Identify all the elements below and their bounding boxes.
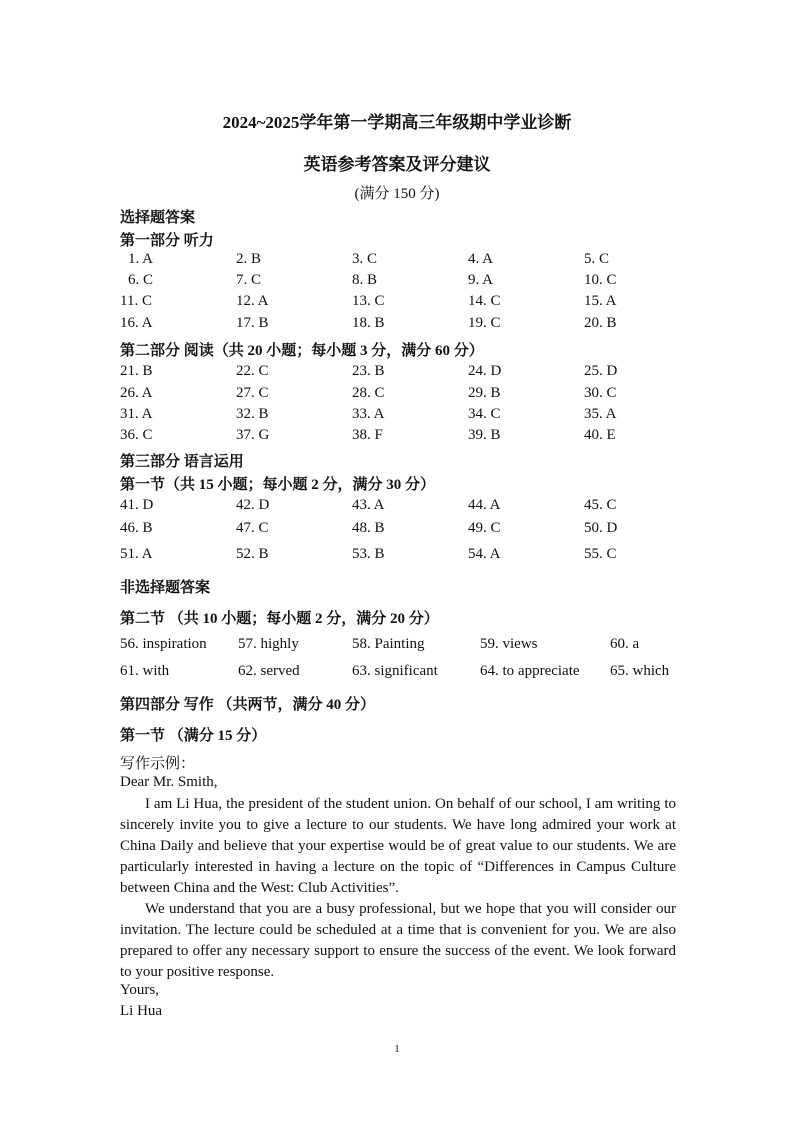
answer-cell: 39. B <box>468 427 501 443</box>
answer-cell: 54. A <box>468 546 501 562</box>
answer-cell: 50. D <box>584 520 618 536</box>
answer-cell: 8. B <box>352 272 378 288</box>
answer-cell: 20. B <box>584 315 617 331</box>
answer-cell: 64. to appreciate <box>480 663 580 679</box>
answer-cell: 41. D <box>120 497 154 513</box>
answer-cell: 33. A <box>352 406 385 422</box>
answer-cell: 37. G <box>236 427 270 443</box>
part3-section1-heading: 第一节（共 15 小题；每小题 2 分，满分 30 分） <box>120 477 436 493</box>
answer-cell: 9. A <box>468 272 494 288</box>
answer-cell: 22. C <box>236 363 269 379</box>
answer-cell: 29. B <box>468 385 501 401</box>
answer-row <box>120 293 680 313</box>
answer-cell: 6. C <box>128 272 154 288</box>
answer-cell: 59. views <box>480 636 538 652</box>
answer-row <box>120 427 680 447</box>
answer-cell: 7. C <box>236 272 262 288</box>
answer-cell: 25. D <box>584 363 618 379</box>
answer-cell: 14. C <box>468 293 501 309</box>
answer-cell: 21. B <box>120 363 153 379</box>
page-number: 1 <box>394 1043 400 1055</box>
answer-row <box>120 636 680 656</box>
answer-cell: 38. F <box>352 427 383 443</box>
answer-cell: 63. significant <box>352 663 438 679</box>
answer-cell: 32. B <box>236 406 269 422</box>
answer-cell: 2. B <box>236 251 262 267</box>
answer-cell: 62. served <box>238 663 300 679</box>
essay-signature: Li Hua <box>120 1003 163 1019</box>
part4-heading: 第四部分 写作 （共两节，满分 40 分） <box>120 697 376 713</box>
answer-cell: 13. C <box>352 293 385 309</box>
answer-cell: 19. C <box>468 315 501 331</box>
part3-heading: 第三部分 语言运用 <box>120 454 244 470</box>
answer-row <box>120 385 680 405</box>
document-subtitle: 英语参考答案及评分建议 <box>303 155 491 174</box>
answer-cell: 12. A <box>236 293 269 309</box>
answer-cell: 34. C <box>468 406 501 422</box>
answer-cell: 18. B <box>352 315 385 331</box>
answer-cell: 26. A <box>120 385 153 401</box>
answer-row <box>120 251 680 271</box>
part3-section2-heading: 第二节 （共 10 小题；每小题 2 分，满分 20 分） <box>120 611 439 627</box>
answer-cell: 16. A <box>120 315 153 331</box>
answer-cell: 27. C <box>236 385 269 401</box>
answer-cell: 61. with <box>120 663 170 679</box>
answer-cell: 56. inspiration <box>120 636 207 652</box>
answer-cell: 4. A <box>468 251 494 267</box>
answer-cell: 40. E <box>584 427 616 443</box>
answer-cell: 30. C <box>584 385 617 401</box>
answer-row <box>120 663 680 683</box>
answer-cell: 55. C <box>584 546 617 562</box>
answer-row <box>120 497 680 517</box>
answer-row <box>120 546 680 566</box>
part4-section1-heading: 第一节 （满分 15 分） <box>120 728 267 744</box>
answer-cell: 47. C <box>236 520 269 536</box>
answer-cell: 28. C <box>352 385 385 401</box>
answer-cell: 23. B <box>352 363 385 379</box>
part1-heading: 第一部分 听力 <box>120 233 214 249</box>
answer-cell: 57. highly <box>238 636 299 652</box>
essay-paragraph: I am Li Hua, the president of the student union. On behalf of our school, I am writing to sincerely invite you to give a lecture to our students. We have long admired your work at China Daily and believe that your expertise would be of great value to our students. We are particularly interested in having a lecture on the topic of “Differences in Campus Culture between China and the West: Club Activities”. <box>120 796 676 896</box>
answer-cell: 44. A <box>468 497 501 513</box>
answer-cell: 45. C <box>584 497 617 513</box>
answer-cell: 35. A <box>584 406 617 422</box>
answer-cell: 65. which <box>610 663 670 679</box>
essay-closing: Yours, <box>120 982 159 998</box>
answer-row <box>120 406 680 426</box>
answer-cell: 1. A <box>128 251 154 267</box>
essay-label: 写作示例： <box>120 756 196 772</box>
document-title: 2024~2025学年第一学期高三年级期中学业诊断 <box>222 113 572 132</box>
answer-cell: 58. Painting <box>352 636 425 652</box>
answer-cell: 51. A <box>120 546 153 562</box>
answer-cell: 53. B <box>352 546 385 562</box>
full-marks-note: (满分 150 分) <box>354 186 440 202</box>
answer-cell: 60. a <box>610 636 640 652</box>
answer-cell: 42. D <box>236 497 270 513</box>
answer-cell: 48. B <box>352 520 385 536</box>
answer-cell: 49. C <box>468 520 501 536</box>
answer-row <box>120 272 680 292</box>
essay-salutation: Dear Mr. Smith, <box>120 774 218 790</box>
answer-cell: 24. D <box>468 363 502 379</box>
answer-row <box>120 363 680 383</box>
section-choice-heading: 选择题答案 <box>120 210 196 226</box>
answer-cell: 10. C <box>584 272 617 288</box>
answer-cell: 15. A <box>584 293 617 309</box>
answer-cell: 46. B <box>120 520 153 536</box>
answer-cell: 11. C <box>120 293 152 309</box>
answer-cell: 36. C <box>120 427 153 443</box>
essay-paragraph: We understand that you are a busy professional, but we hope that you will consider our invitation. The lecture could be scheduled at a time that is convenient for you. We are also prepared to offer any necessary support to ensure the success of the event. We look forward to your positive response. <box>120 901 676 980</box>
answer-cell: 3. C <box>352 251 378 267</box>
answer-cell: 5. C <box>584 251 610 267</box>
answer-cell: 17. B <box>236 315 269 331</box>
answer-cell: 52. B <box>236 546 269 562</box>
answer-row <box>120 315 680 335</box>
answer-row <box>120 520 680 540</box>
section-nonchoice-heading: 非选择题答案 <box>120 580 211 596</box>
answer-cell: 31. A <box>120 406 153 422</box>
part2-heading: 第二部分 阅读（共 20 小题；每小题 3 分，满分 60 分） <box>120 343 484 359</box>
answer-cell: 43. A <box>352 497 385 513</box>
